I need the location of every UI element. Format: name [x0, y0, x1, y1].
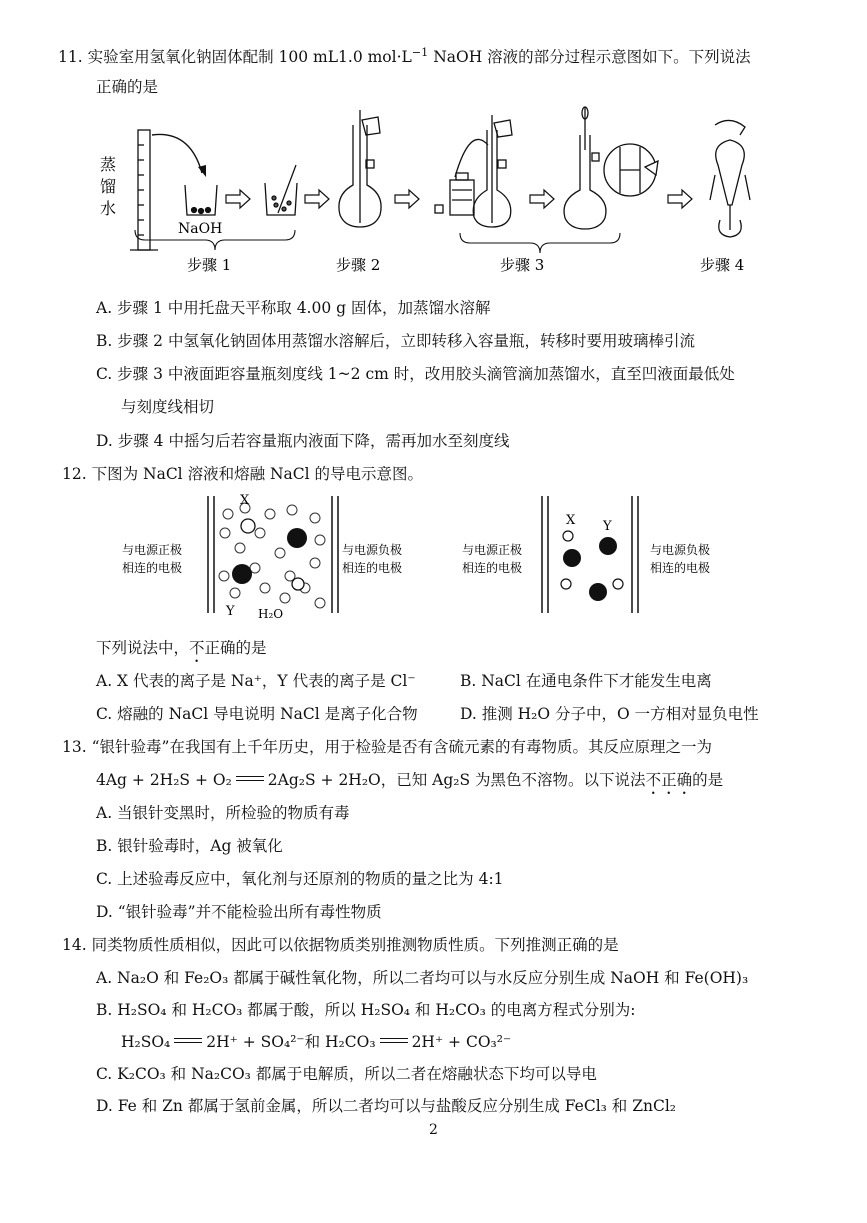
step-2-label: 步骤 2	[336, 256, 381, 274]
q11-option-a: A. 步骤 1 中用托盘天平称取 4.00 g 固体，加蒸馏水溶解	[96, 299, 491, 317]
equals-sign-icon	[174, 1038, 202, 1043]
q13-eq-emphasis: 不正确	[645, 771, 693, 789]
q13-eq-left: 4Ag + 2H₂S + O₂	[96, 771, 232, 789]
left-anode-label-1: 与电源正极	[122, 543, 183, 557]
q13-stem-text: “银针验毒”在我国有上千年历史，用于检验是否有含硫元素的有毒物质。其反应原理之一为	[91, 738, 712, 756]
q11-stem-part2: NaOH 溶液的部分过程示意图如下。下列说法	[428, 48, 751, 67]
beaker-naoh-icon	[185, 185, 217, 215]
right-anode-label-2: 相连的电极	[462, 561, 523, 575]
page-number: 2	[429, 1122, 438, 1138]
hydrated-ions-cluster	[219, 503, 325, 608]
cation-icon	[563, 531, 573, 541]
ion-y-label: Y	[226, 604, 235, 619]
volumetric-flask-icon	[339, 110, 381, 227]
meniscus-detail-icon	[604, 144, 658, 196]
q13-option-a: A. 当银针变黑时，所检验的物质有毒	[96, 804, 350, 822]
arrow-right-icon	[395, 190, 419, 208]
q14-b-eq1-right: 2H⁺ + SO₄²⁻和 H₂CO₃	[206, 1033, 376, 1051]
q12-option-c: C. 熔融的 NaCl 导电说明 NaCl 是离子化合物	[96, 705, 418, 723]
water-molecule-label: H₂O	[258, 607, 284, 621]
q11-stem	[58, 42, 751, 68]
arrow-right-icon	[530, 190, 554, 208]
q14-stem-text: 同类物质性质相似，因此可以依据物质类别推测物质性质。下列推测正确的是	[91, 936, 619, 954]
step-4-label: 步骤 4	[700, 256, 745, 274]
equals-sign-icon	[380, 1038, 408, 1043]
water-label-2: 馏	[100, 177, 117, 196]
ion-x-label: X	[240, 493, 250, 508]
molten-x-label: X	[566, 513, 576, 528]
q13-option-b: B. 银针验毒时，Ag 被氧化	[96, 837, 283, 855]
pour-arrow-icon	[152, 134, 202, 173]
q12-stem-text: 下图为 NaCl 溶液和熔融 NaCl 的导电示意图。	[91, 465, 424, 483]
reagent-bottle-icon	[435, 173, 474, 215]
q11-option-d: D. 步骤 4 中摇匀后若容量瓶内液面下降，需再加水至刻度线	[96, 432, 510, 450]
volumetric-flask-filling-icon	[455, 115, 512, 227]
beaker-stirring-icon	[265, 165, 297, 215]
step-1-label: 步骤 1	[187, 256, 232, 274]
q11-option-b: B. 步骤 2 中氢氧化钠固体用蒸馏水溶解后，立即转移入容量瓶，转移时要用玻璃棒引流	[96, 332, 695, 350]
q12-option-b: B. NaCl 在通电条件下才能发生电离	[460, 672, 712, 690]
solution-electrodes	[208, 496, 338, 613]
q11-option-c-cont: 与刻度线相切	[121, 398, 215, 416]
q12-prompt-post: 正确的是	[204, 639, 267, 657]
q14-b-eq2-right: 2H⁺ + CO₃²⁻	[411, 1033, 512, 1051]
arrow-right-icon	[305, 190, 329, 208]
left-cathode-label-1: 与电源负极	[342, 543, 403, 557]
q14-number: 14.	[62, 936, 87, 954]
q13-option-c: C. 上述验毒反应中，氧化剂与还原剂的物质的量之比为 4:1	[96, 870, 504, 888]
q11-figure	[90, 105, 790, 285]
left-anode-label-2: 相连的电极	[122, 561, 183, 575]
q12-prompt	[96, 637, 267, 666]
q13-equation	[96, 769, 723, 798]
q13-eq-post: 的是	[692, 771, 724, 789]
q14-option-b: B. H₂SO₄ 和 H₂CO₃ 都属于酸，所以 H₂SO₄ 和 H₂CO₃ 的电离方程式分别为:	[96, 1001, 636, 1019]
step-3-label: 步骤 3	[500, 256, 545, 274]
q14-stem	[62, 934, 619, 956]
graduated-cylinder-icon	[130, 130, 158, 250]
q13-number: 13.	[62, 738, 87, 756]
q14-option-c: C. K₂CO₃ 和 Na₂CO₃ 都属于电解质，所以二者在熔融状态下均可以导电	[96, 1065, 597, 1083]
anion-y-icon	[287, 528, 307, 548]
q12-prompt-pre: 下列说法中，	[96, 639, 190, 657]
q14-option-a: A. Na₂O 和 Fe₂O₃ 都属于碱性氧化物，所以二者均可以与水反应分别生成 NaOH 和 Fe(OH)₃	[96, 969, 749, 987]
equals-sign-icon	[236, 776, 264, 781]
q11-stem-sup: −1	[411, 46, 429, 59]
q12-prompt-emphasis: 不	[189, 639, 205, 657]
cation-x-icon	[292, 578, 304, 590]
right-cathode-label-2: 相连的电极	[650, 561, 711, 575]
q14-option-d: D. Fe 和 Zn 都属于氢前金属，所以二者均可以与盐酸反应分别生成 FeCl₃ 和 ZnCl₂	[96, 1097, 677, 1115]
q12-option-a: A. X 代表的离子是 Na⁺，Y 代表的离子是 Cl⁻	[96, 672, 416, 690]
q12-number: 12.	[62, 465, 87, 483]
naoh-label: NaOH	[178, 221, 223, 237]
step3-bracket	[460, 233, 620, 253]
q13-eq-right: 2Ag₂S + 2H₂O，已知 Ag₂S 为黑色不溶物。以下说法	[267, 771, 646, 789]
anion-icon	[599, 537, 617, 555]
right-anode-label-1: 与电源正极	[462, 543, 523, 557]
q12-option-d: D. 推测 H₂O 分子中，O 一方相对显负电性	[460, 705, 759, 723]
water-label-1: 蒸	[100, 155, 117, 174]
q12-figure	[120, 488, 760, 623]
water-label-3: 水	[100, 199, 117, 218]
q11-number: 11.	[58, 48, 83, 67]
shaking-flask-icon	[710, 120, 750, 237]
molten-y-label: Y	[603, 519, 612, 534]
q12-stem	[62, 463, 423, 485]
cation-icon	[613, 579, 623, 589]
anion-y-icon	[232, 564, 252, 584]
q11-stem-line2: 正确的是	[96, 78, 159, 96]
anion-icon	[563, 549, 581, 567]
q11-stem-part1: 实验室用氢氧化钠固体配制 100 mL1.0 mol·L	[87, 48, 412, 67]
q13-stem	[62, 736, 712, 758]
right-cathode-label-1: 与电源负极	[650, 543, 711, 557]
arrow-right-icon	[226, 190, 250, 208]
anion-icon	[589, 583, 607, 601]
q14-option-b-equations	[121, 1031, 511, 1053]
flask-dropper-icon	[564, 107, 606, 229]
q13-option-d: D. “银针验毒”并不能检验出所有毒性物质	[96, 903, 382, 921]
q11-option-c: C. 步骤 3 中液面距容量瓶刻度线 1~2 cm 时，改用胶头滴管滴加蒸馏水，直至凹液面最低处	[96, 365, 735, 383]
arrow-right-icon	[668, 190, 692, 208]
q14-b-eq1-left: H₂SO₄	[121, 1033, 171, 1051]
left-cathode-label-2: 相连的电极	[342, 561, 403, 575]
cation-icon	[561, 579, 571, 589]
cation-x-icon	[241, 519, 255, 533]
